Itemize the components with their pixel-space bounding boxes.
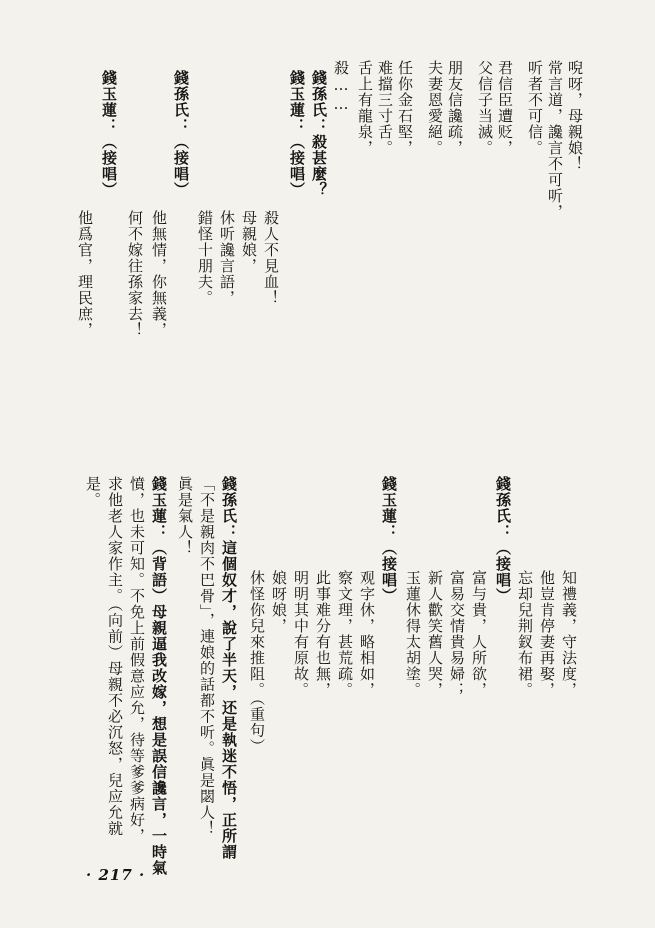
text-column: 忘却兒荆釵布裙。 — [516, 570, 534, 698]
text-column: 夫妻恩愛絕。 — [426, 60, 444, 156]
text-column: 明明其中有原故。 — [292, 570, 310, 698]
text-column: 殺人不見血！ — [262, 210, 280, 306]
speaker-line: 錢孫氏：（接唱） — [494, 476, 512, 604]
text-column: 君信臣遭贬， — [496, 60, 514, 156]
text-column: 憤，也未可知。不免上前假意应允，待等爹爹病好， — [128, 476, 146, 844]
text-column: 唲呀，母親娘！ — [566, 60, 584, 172]
speaker-line: 錢孫氏：這個奴才，說了半天，还是執迷不悟，正所謂 — [220, 476, 238, 860]
text-column: 察文理，甚荒疏。 — [336, 570, 354, 698]
page-number: · 217 · — [86, 866, 146, 884]
text-column: 「不是親肉不巴骨」，連娘的話都不听。眞是閟人！ — [198, 476, 216, 837]
text-column: 父信子当滅。 — [476, 60, 494, 156]
text-column: 知禮義，守法度， — [560, 570, 578, 698]
text-column: 何不嫁往孫家去！ — [126, 210, 144, 338]
text-column: 他無情，你無義， — [150, 210, 168, 338]
speaker-line: 錢玉蓮：（接唱） — [380, 476, 398, 604]
speaker-line: 錢玉蓮：（接唱） — [288, 70, 306, 198]
speaker-line: 錢玉蓮：（背語）母親逼我改嫁，想是誤信讒言，一時氣 — [150, 476, 168, 876]
text-column: 休怪你兒來推阻。（重句） — [248, 570, 266, 755]
speaker-line: 錢孫氏：殺甚麼？ — [310, 70, 328, 198]
text-column: 富易交情貴易婦； — [448, 570, 466, 698]
speaker-line: 錢玉蓮：（接唱） — [100, 70, 118, 198]
text-column: 是。 — [84, 476, 102, 508]
text-column: 听者不可信。 — [526, 60, 544, 156]
text-column: 娘呀娘， — [270, 570, 288, 634]
text-column: 殺…… — [332, 60, 350, 114]
text-column: 常言道，讒言不可听， — [546, 60, 564, 220]
text-column: 难擋三寸舌。 — [376, 60, 394, 156]
text-column: 休听讒言語， — [218, 210, 236, 306]
text-column: 任你金石堅， — [396, 60, 414, 156]
speaker-line: 錢孫氏：（接唱） — [172, 70, 190, 198]
text-column: 此事难分有也無， — [314, 570, 332, 698]
text-column: 他爲官，理民庶， — [76, 210, 94, 338]
text-column: 富与貴，人所欲， — [470, 570, 488, 698]
text-column: 母親娘， — [240, 210, 258, 274]
text-column: 玉蓮休得太胡塗。 — [404, 570, 422, 698]
text-column: 朋友信讒疏， — [446, 60, 464, 156]
text-column: 錯怪十朋夫。 — [196, 210, 214, 306]
text-column: 求他老人家作主。（向前）母親不必沉怒，兒应允就 — [106, 476, 124, 837]
text-column: 舌上有龍泉， — [356, 60, 374, 156]
text-column: 观字休，略相如， — [358, 570, 376, 698]
text-column: 眞是氣人！ — [176, 476, 194, 556]
text-column: 他豈肯停妻再娶， — [538, 570, 556, 698]
text-column: 新人歡笑舊人哭， — [426, 570, 444, 698]
